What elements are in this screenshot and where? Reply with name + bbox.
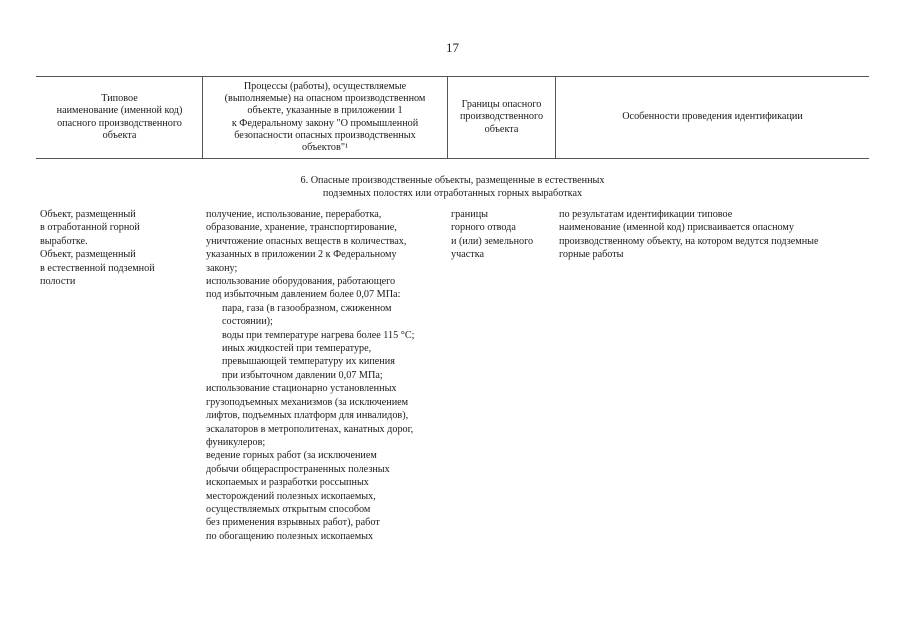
text-line: получение, использование, переработка, — [206, 209, 382, 220]
text-line: указанных в приложении 2 к Федеральному — [206, 249, 397, 261]
text-line: Типовое — [101, 93, 138, 105]
text-line: образование, хранение, транспортирование, — [206, 222, 397, 234]
text-line: использование стационарно установленных — [206, 383, 397, 395]
text-line: 6. Опасные производственные объекты, размещенные в естественных — [300, 175, 605, 186]
header-identification-features — [556, 77, 869, 158]
text-line: участка — [451, 249, 485, 261]
text-line: эскалаторов в метрополитенах, канатных дорог, — [206, 423, 414, 435]
text-line: ископаемых и разработки россыпных — [206, 477, 369, 489]
text-line: наименование (именной код) присваивается опасному — [559, 222, 794, 234]
text-line: в естественной подземной — [40, 262, 155, 274]
header-boundaries — [448, 77, 555, 158]
text-line: объекта — [102, 129, 137, 141]
text-line: объекта — [484, 123, 519, 135]
text-line: границы — [451, 209, 488, 220]
page-number: 17 — [446, 40, 459, 55]
text-line: закону; — [206, 262, 238, 274]
text-line: грузоподъемных механизмов (за исключением — [206, 396, 409, 408]
text-line: производственного — [459, 111, 544, 123]
cell-boundaries — [451, 208, 555, 262]
header-processes — [203, 77, 447, 158]
text-line: месторождений полезных ископаемых, — [206, 490, 376, 502]
text-line: опасного производственного — [57, 117, 182, 129]
text-line: Объект, размещенный — [40, 209, 136, 220]
text-line: безопасности опасных производственных — [234, 129, 416, 141]
text-line: в отработанной горной — [40, 222, 140, 234]
text-line: Особенности проведения идентификации — [622, 111, 803, 123]
text-line: по обогащению полезных ископаемых — [206, 530, 374, 542]
cell-identification-features — [559, 208, 869, 262]
text-line: при избыточном давлении 0,07 МПа; — [222, 369, 383, 381]
text-line: состоянии); — [222, 316, 273, 328]
text-line: наименование (именной код) — [56, 105, 183, 117]
text-line: горного отвода — [451, 222, 516, 234]
text-line: (выполняемые) на опасном производственном — [224, 93, 426, 105]
text-line: подземных полостях или отработанных горных выработках — [322, 187, 583, 199]
text-line: лифтов, подъемных платформ для инвалидов), — [206, 410, 409, 422]
text-line: превышающей температуру их кипения — [222, 356, 395, 368]
text-line: фуникулеров; — [206, 436, 266, 448]
text-line: иных жидкостей при температуре, — [222, 343, 372, 355]
text-line: осуществляемых открытым способом — [206, 503, 371, 515]
text-line: к Федеральному закону "О промышленной — [231, 117, 419, 129]
text-line: пара, газа (в газообразном, сжиженном — [222, 302, 392, 314]
text-line: под избыточным давлением более 0,07 МПа: — [206, 289, 401, 301]
header-type-name — [37, 77, 202, 158]
text-line: ведение горных работ (за исключением — [206, 450, 377, 462]
section-title — [36, 175, 869, 200]
cell-object-type — [40, 208, 200, 288]
text-line: Объект, размещенный — [40, 249, 136, 261]
text-line: использование оборудования, работающего — [206, 276, 396, 288]
cell-processes — [206, 208, 446, 543]
text-line: воды при температуре нагрева более 115 °С; — [222, 329, 415, 341]
text-line: уничтожение опасных веществ в количествах, — [206, 235, 407, 247]
text-line: объектов"¹ — [301, 141, 349, 153]
text-line: Границы опасного — [461, 99, 542, 111]
table-header-bottom-rule — [36, 158, 869, 159]
text-line: добычи общераспространенных полезных — [206, 463, 390, 475]
text-line: объекте, указанные в приложении 1 — [247, 105, 403, 117]
text-line: по результатам идентификации типовое — [559, 209, 733, 220]
text-line: производственному объекту, на котором ведутся подземные — [559, 235, 819, 247]
text-line: выработке. — [40, 235, 88, 247]
text-line: без применения взрывных работ), работ — [206, 517, 380, 529]
text-line: Процессы (работы), осуществляемые — [243, 80, 407, 92]
text-line: полости — [40, 276, 76, 288]
text-line: и (или) земельного — [451, 235, 534, 247]
text-line: горные работы — [559, 249, 624, 261]
